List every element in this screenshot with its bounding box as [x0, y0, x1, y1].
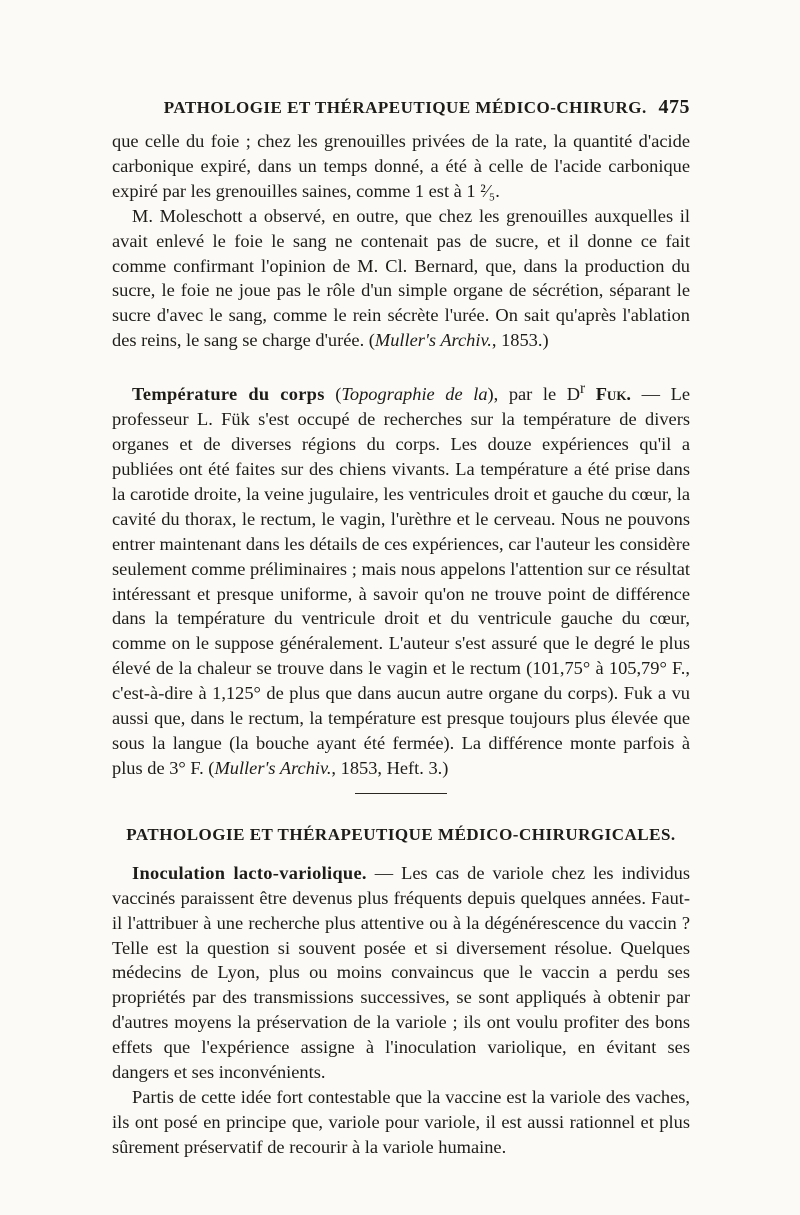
inoculation-paragraph-2: [112, 1085, 690, 1160]
intro-reference: Muller's Archiv.: [374, 330, 492, 351]
inoculation-text-2: Partis de cette idée fort contestable que la vaccine est la variole des vaches, ils ont posé en principe que, variole pour variole, il est aussi rationnel et plus sûrement préservatif de recourir à la variole humaine.: [112, 1086, 690, 1157]
temperature-subtitle-close: ), par le D: [487, 384, 581, 405]
temperature-paragraph: [112, 377, 690, 781]
section-title: PATHOLOGIE ET THÉRAPEUTIQUE MÉDICO-CHIRURGICALES.: [126, 824, 676, 844]
running-title: PATHOLOGIE ET THÉRAPEUTIQUE MÉDICO-CHIRURG.: [163, 98, 647, 117]
intro-text-2: M. Moleschott a observé, en outre, que chez les grenouilles auxquelles il avait enlevé le foie le sang ne contenait pas de sucre, et il donne ce fait comme confirmant l'opinion de M. Cl. Bernard, que, dans la production du sucre, le foie ne joue pas le rôle d'un simple organe de sécrétion, séparant le sucre d'avec le sang, comme le rein sécrète l'urée. On sait qu'après l'ablation des reins, le sang se charge d'urée. (: [112, 205, 690, 351]
temperature-sup: r: [580, 380, 586, 398]
temperature-subtitle: Topographie de la: [341, 384, 488, 405]
intro-text-1: que celle du foie ; chez les grenouilles privées de la rate, la quantité d'acide carbonique expiré, dans un temps donné, a été à celle de l'acide carbonique expiré par les grenouilles saines, comme 1 est à 1 ²⁄₅.: [112, 131, 690, 201]
intro-text-2-end: , 1853.): [491, 330, 549, 351]
running-header: [112, 96, 690, 119]
temperature-reference: Muller's Archiv.: [214, 757, 332, 778]
page-number: 475: [658, 96, 690, 118]
temperature-subtitle-open: (: [324, 384, 342, 405]
temperature-body: — Le professeur L. Fük s'est occupé de recherches sur la température de divers organes et de diverses régions du corps. Les douze expériences qu'il a publiées ont été faites sur des chiens vivants. La température a été prise dans la carotide droite, la veine jugulaire, les ventricules droit et gauche du cœur, la cavité du thorax, le rectum, le vagin, l'urèthre et le cerveau. Nous ne pouvons entrer maintenant dans les détails de ces expériences, car l'auteur les considère seulement comme préliminaires ; mais nous appelons l'attention sur ce résultat intéressant et presque uniforme, à savoir qu'on ne trouve point de différence dans la température du ventricule droit et du ventricule gauche du cœur, comme on le suppose généralement. L'auteur s'est assuré que le degré le plus élevé de la chaleur se trouve dans le vagin et le rectum (101,75° à 105,79° F., c'est-à-dire à 1,125° de plus que dans aucun autre organe du corps). Fuk a vu aussi que, dans le rectum, la température est presque toujours plus élevée que sous la langue (la bouche ayant été fermée). La différence monte parfois à plus de 3° F. (: [112, 384, 690, 778]
temperature-end: , 1853, Heft. 3.): [331, 757, 449, 778]
temperature-heading: Température du corps: [132, 384, 325, 405]
inoculation-paragraph: [112, 861, 690, 1085]
intro-paragraph-2: [112, 204, 690, 353]
section-divider: [112, 781, 690, 811]
intro-paragraph-1: [112, 129, 690, 204]
inoculation-body: — Les cas de variole chez les individus vaccinés paraissent être devenus plus fréquents depuis quelques années. Faut-il l'attribuer à une recherche plus attentive ou à la dégénérescence du vaccin ? Telle est la question si souvent posée et si diversement résolue. Quelques médecins de Lyon, plus ou moins convaincus que le vaccin a perdu ses propriétés par des transmissions successives, se sont appliqués à obtenir par d'autres moyens la préservation de la variole ; ils ont voulu profiter des bons effets que l'expérience assigne à l'inoculation variolique, en évitant ses dangers et ses inconvénients.: [112, 862, 690, 1083]
temperature-author: Fuk.: [585, 384, 632, 405]
inoculation-heading: Inoculation lacto-variolique.: [132, 862, 367, 883]
